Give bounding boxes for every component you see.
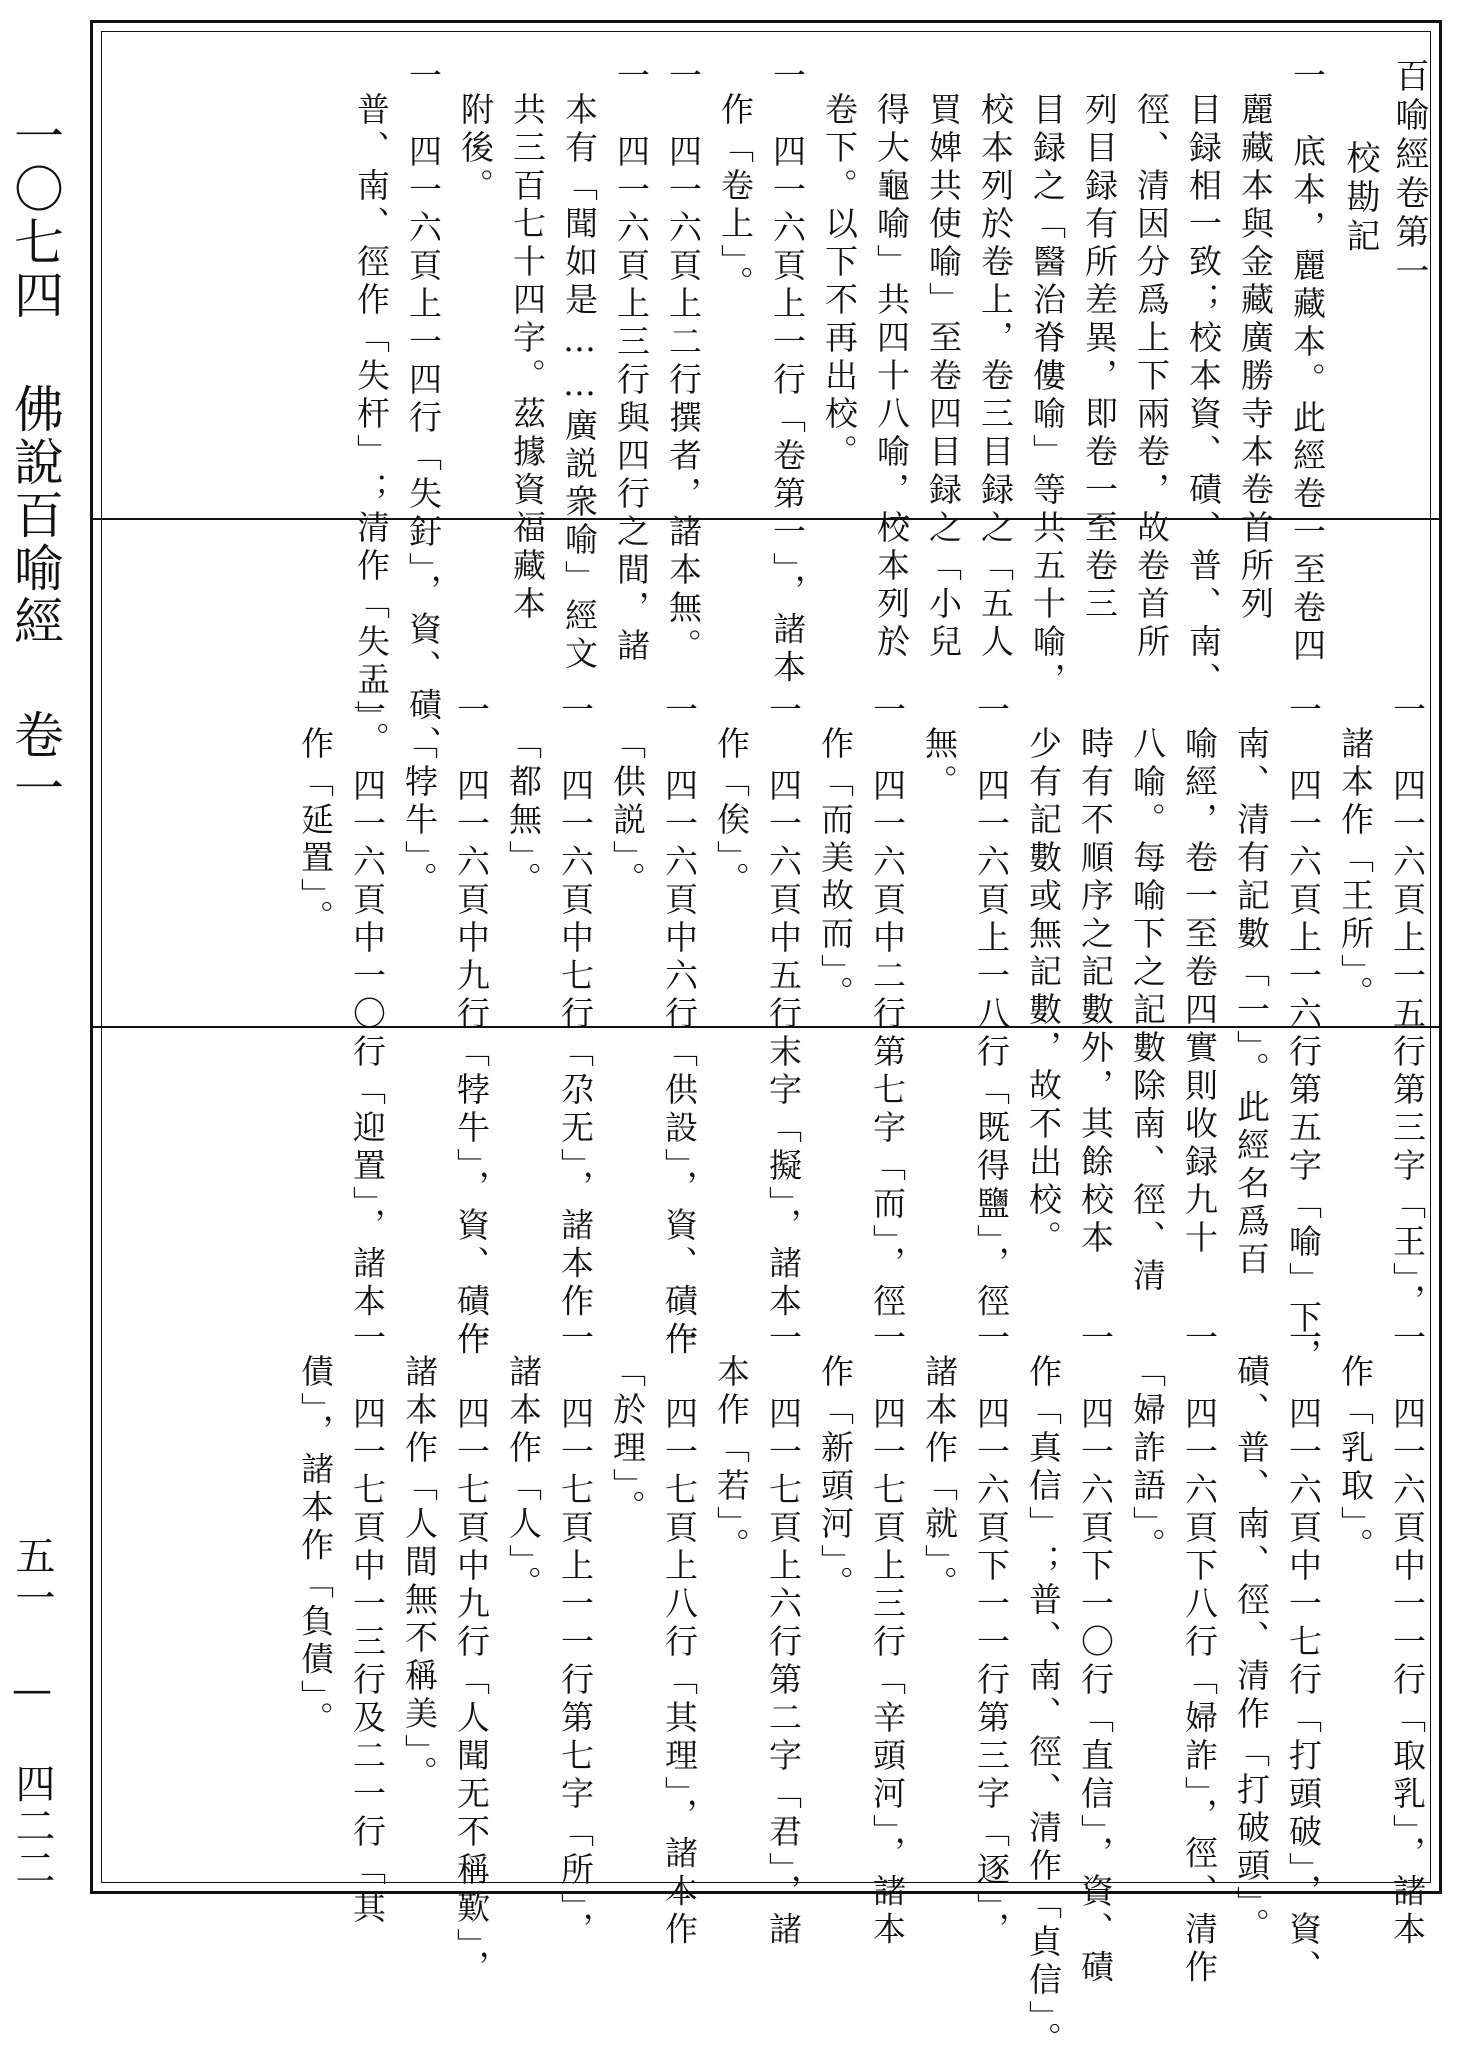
text-column: 一 底本，麗藏本。此經卷一至卷四 xyxy=(1288,58,1327,666)
text-column: 一 四一六頁下一一行第三字「逐」， xyxy=(972,1320,1011,1950)
text-column: 「供説」。 xyxy=(608,726,647,900)
text-column: 喻經，卷一至卷四實則收録九十 xyxy=(1180,726,1219,1258)
text-column: 諸本作「王所」。 xyxy=(1336,726,1375,1014)
text-column: 一 四一六頁中七行「尕无」，諸本作 xyxy=(556,692,595,1322)
margin-page-number: 五一 — 四二二 xyxy=(9,1535,55,1889)
text-column: 一 四一六頁上二行撰者，諸本無。 xyxy=(664,58,703,666)
text-column: 一 四一七頁上一一行第七字「所」， xyxy=(556,1320,595,1950)
text-column: 目録之「醫治脊僂喻」等共五十喻， xyxy=(1028,92,1067,700)
text-column: 一 四一六頁下八行「婦詐」，徑、清作 xyxy=(1180,1320,1219,1988)
text-column: 「都無」。 xyxy=(504,726,543,900)
text-column: 作「乳取」。 xyxy=(1336,1354,1375,1566)
text-column: 作「新頭河」。 xyxy=(816,1354,855,1604)
text-column: 列目録有所差異，即卷一至卷三 xyxy=(1080,92,1119,624)
text-column: 一 四一七頁中九行「人聞无不稱歎」， xyxy=(452,1320,491,1988)
text-column: 一 四一六頁中一一行「取乳」，諸本 xyxy=(1388,1320,1427,1950)
text-column: 一 四一六頁下一〇行「直信」，資、磧 xyxy=(1076,1320,1115,1988)
text-column: 買婢共使喻」至卷四目録之「小兒 xyxy=(924,92,963,662)
text-column: 附後。 xyxy=(456,92,495,206)
text-column: 一 四一六頁上一行「卷第一」，諸本 xyxy=(768,58,807,688)
text-column: 「於理」。 xyxy=(608,1354,647,1528)
text-column: 校本列於卷上，卷三目録之「五人 xyxy=(976,92,1015,662)
text-column: 一 四一六頁上三行與四行之間，諸 xyxy=(612,58,651,666)
text-column: 目録相一致；校本資、磧、普、南、 xyxy=(1184,92,1223,700)
text-column: 諸本作「人」。 xyxy=(504,1354,543,1604)
text-column: 一 四一六頁上一六行第五字「喻」下， xyxy=(1284,692,1323,1376)
text-column: 一 四一六頁中二行第七字「而」，徑 xyxy=(868,692,907,1322)
text-column: 時有不順序之記數外，其餘校本 xyxy=(1076,726,1115,1258)
text-column: 無。 xyxy=(920,726,959,802)
book-title: 百喻經卷第一 xyxy=(1389,58,1429,292)
text-column: 作「卷上」。 xyxy=(716,92,755,304)
text-column: 一 四一七頁上八行「其理」，諸本作 xyxy=(660,1320,699,1950)
text-column: 一 四一六頁上一八行「既得鹽」，徑 xyxy=(972,692,1011,1322)
text-column: 諸本作「人間無不稱美」。 xyxy=(400,1354,439,1794)
text-column: 作「真信」；普、南、徑、清作「貞信」。 xyxy=(1024,1354,1063,2060)
text-column: 一 四一七頁上六行第二字「君」，諸 xyxy=(764,1320,803,1950)
text-column: 徑、清因分爲上下兩卷，故卷首所 xyxy=(1132,92,1171,662)
text-column: 一 四一六頁中一〇行「迎置」，諸本 xyxy=(348,692,387,1322)
text-column: 諸本作「就」。 xyxy=(920,1354,959,1604)
text-column: 一 四一七頁上三行「辛頭河」，諸本 xyxy=(868,1320,907,1950)
text-column: 八喻。每喻下之記數除南、徑、清 xyxy=(1128,726,1167,1296)
text-column: 一 四一六頁上一四行「失釪」，資、磧、 xyxy=(404,58,443,764)
text-column: 南、清有記數「一」。此經名爲百 xyxy=(1232,726,1271,1280)
text-column: 作「而美故而」。 xyxy=(816,726,855,1014)
text-column: 一 四一六頁中九行「㹀牛」，資、磧作 xyxy=(452,692,491,1360)
text-column: 「㹀牛」。 xyxy=(400,726,439,900)
text-column: 一 四一六頁中五行末字「擬」，諸本 xyxy=(764,692,803,1322)
text-column: 一 四一六頁中一七行「打頭破」，資、 xyxy=(1284,1320,1323,1988)
text-column: 普、南、徑作「失杆」；清作「失盂」。 xyxy=(352,92,391,760)
text-column: 共三百七十四字。茲據資福藏本 xyxy=(508,92,547,624)
text-column: 磧、普、南、徑、清作「打破頭」。 xyxy=(1232,1354,1271,1946)
text-column: 作「俟」。 xyxy=(712,726,751,900)
text-column: 一 四一七頁中一三行及二一行「其 xyxy=(348,1320,387,1928)
text-column: 一 四一六頁上一五行第三字「王」， xyxy=(1388,692,1427,1322)
text-column: 本作「若」。 xyxy=(712,1354,751,1566)
text-column: 卷下。以下不再出校。 xyxy=(820,92,859,472)
text-column: 少有記數或無記數，故不出校。 xyxy=(1024,726,1063,1258)
text-column: 麗藏本與金藏廣勝寺本卷首所列 xyxy=(1236,92,1275,624)
text-column: 一 四一六頁中六行「供設」，資、磧作 xyxy=(660,692,699,1360)
subtitle: 校勘記 xyxy=(1340,140,1380,257)
text-column: 作「延置」。 xyxy=(296,726,335,938)
text-column: 債」，諸本作「負債」。 xyxy=(296,1354,335,1739)
text-column: 本有「聞如是……廣説衆喻」經文 xyxy=(560,92,599,674)
margin-title: 一〇七四 佛說百喻經 卷一 xyxy=(6,110,64,815)
text-column: 得大龜喻」共四十八喻，校本列於 xyxy=(872,92,911,662)
text-column: 「婦詐語」。 xyxy=(1128,1354,1167,1566)
